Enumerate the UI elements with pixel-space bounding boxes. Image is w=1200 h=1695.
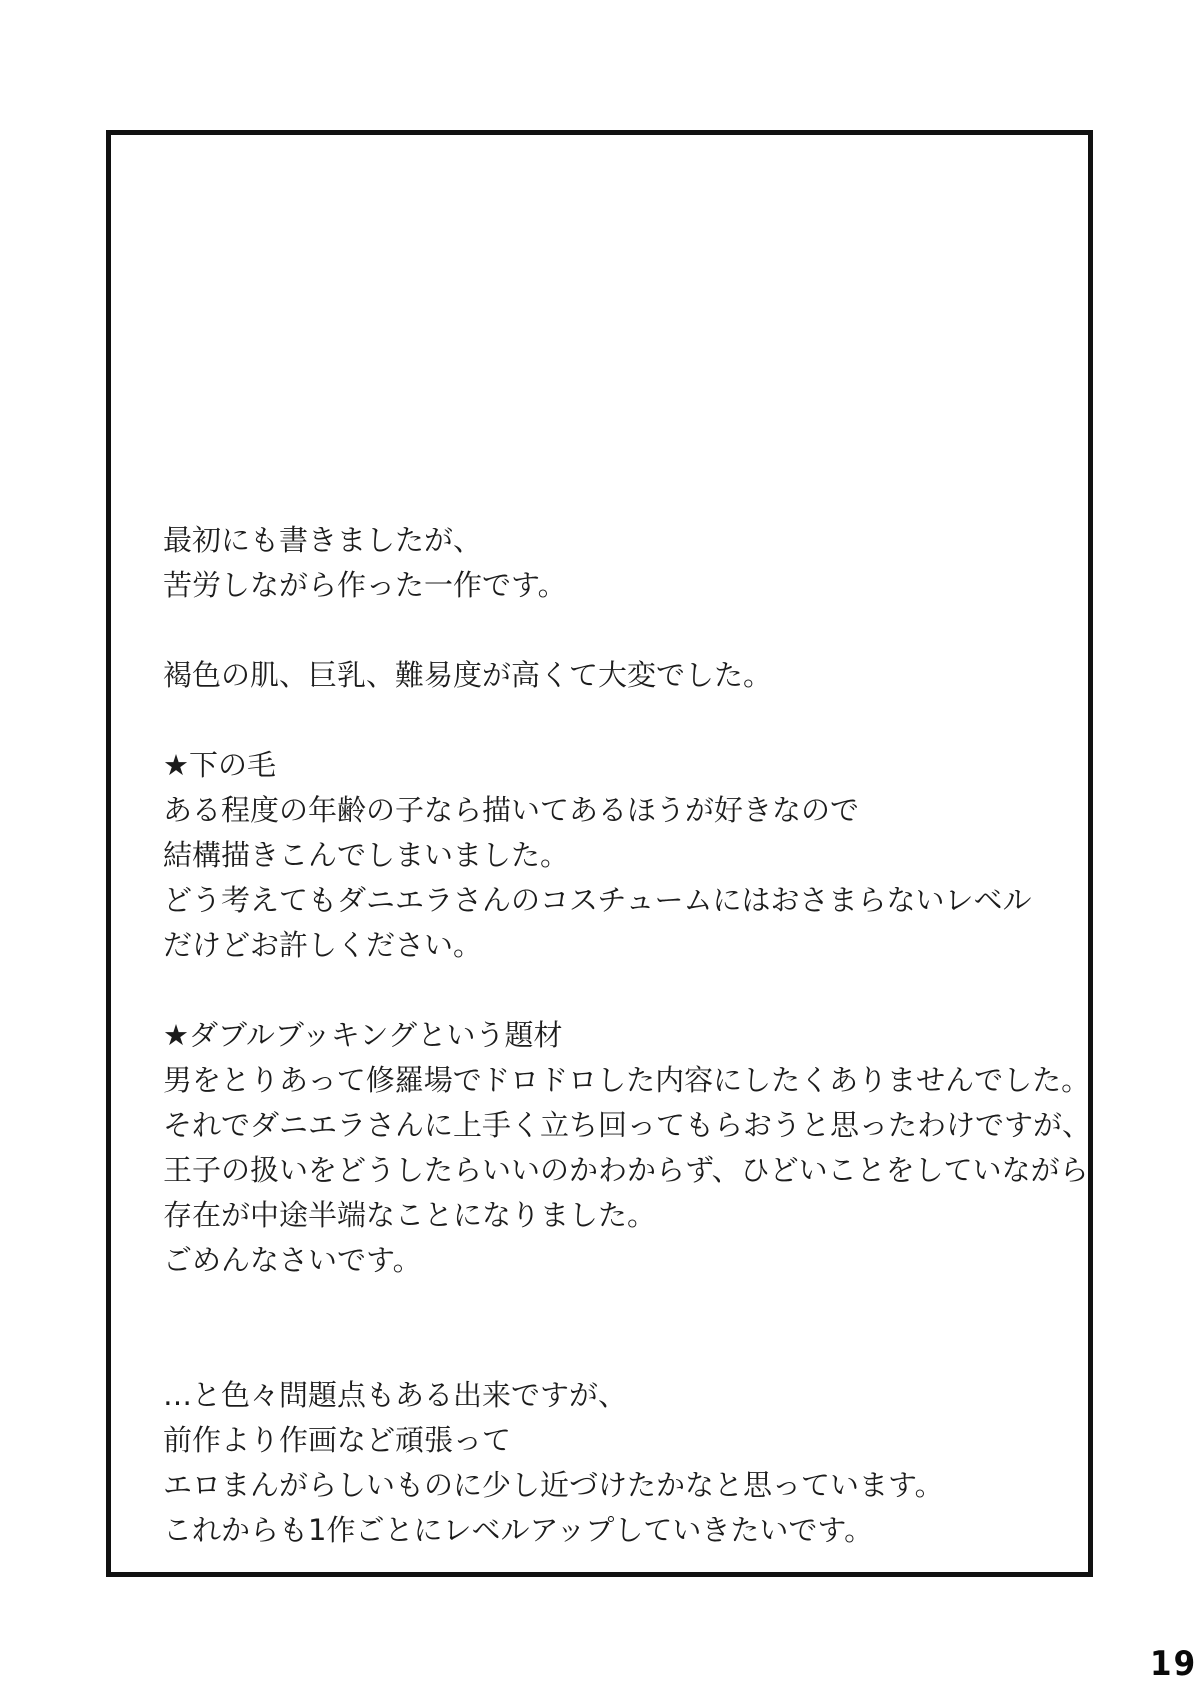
paragraph-closing: [163, 1373, 1073, 1553]
text-line: 存在が中途半端なことになりました。: [163, 1198, 657, 1232]
text-line: エロまんがらしいものに少し近づけたかなと思っています。: [163, 1468, 944, 1502]
text-line: ある程度の年齢の子なら描いてあるほうが好きなので: [163, 793, 860, 827]
text-line-heading: ★下の毛: [163, 748, 276, 782]
text-line: 男をとりあって修羅場でドロドロした内容にしたくありませんでした。: [163, 1063, 1091, 1097]
text-line-heading: ★ダブルブッキングという題材: [163, 1018, 563, 1052]
text-line: 褐色の肌、巨乳、難易度が高くて大変でした。: [163, 658, 773, 692]
text-line: どう考えてもダニエラさんのコスチュームにはおさまらないレベル: [163, 883, 1032, 917]
text-line: 苦労しながら作った一作です。: [163, 568, 567, 602]
text-line: 最初にも書きましたが、: [163, 523, 483, 557]
text-line: 結構描きこんでしまいました。: [163, 838, 570, 872]
paragraph-topic-2: [163, 1013, 1092, 1283]
paragraph-topic-1: [163, 743, 1073, 968]
afterword-frame: [106, 130, 1093, 1577]
text-line: だけどお許しください。: [163, 928, 483, 962]
text-line: …と色々問題点もある出来ですが、: [163, 1378, 628, 1412]
text-line: それでダニエラさんに上手く立ち回ってもらおうと思ったわけですが、: [163, 1108, 1092, 1142]
text-line: 前作より作画など頑張って: [163, 1423, 512, 1457]
afterword-text: [163, 518, 1092, 1553]
page-number: 19: [1150, 1644, 1198, 1684]
text-line: これからも1作ごとにレベルアップしていきたいです。: [163, 1513, 874, 1547]
paragraph-intro: [163, 518, 1073, 608]
text-line: ごめんなさいです。: [163, 1243, 422, 1277]
paragraph-difficulty: [163, 653, 1073, 698]
text-line: 王子の扱いをどうしたらいいのかわからず、ひどいことをしていながら: [163, 1153, 1089, 1187]
